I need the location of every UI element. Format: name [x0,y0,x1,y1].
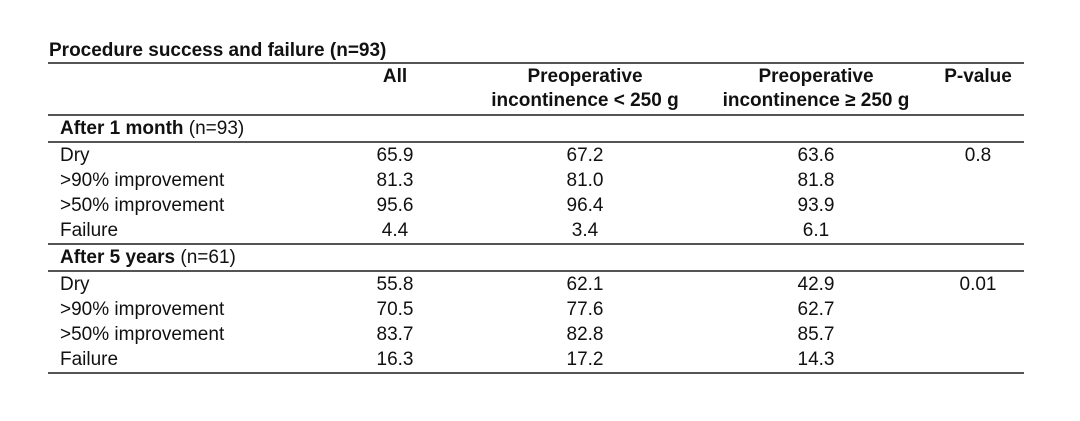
table-title: Procedure success and failure (n=93) [49,40,387,61]
cell-pvalue [932,297,1024,322]
cell-pvalue [932,322,1024,347]
header-preop-lt-250 [470,63,700,115]
cell-preop-lt-250: 77.6 [566,299,604,320]
table-row [48,322,1024,347]
cell-preop-ge-250: 14.3 [700,347,932,373]
header-preop-lt-line1: Preoperative [527,66,643,87]
cell-preop-lt-250: 17.2 [470,347,700,373]
cell-preop-ge-250: 93.9 [797,195,835,216]
section-title: After 5 years [60,247,176,268]
header-blank [48,63,320,115]
section-heading [48,244,1024,271]
header-preop-ge-line2: incontinence ≥ 250 g [722,90,910,111]
section-heading-row [48,244,1024,271]
cell-all: 55.8 [376,274,414,295]
cell-all: 16.3 [320,347,470,373]
cell-preop-ge-250: 6.1 [700,218,932,244]
section-sample-size: (n=93) [188,118,245,139]
row-label: >90% improvement [60,299,225,320]
cell-preop-ge-250: 62.7 [797,299,835,320]
header-all: All [320,63,470,115]
cell-preop-lt-250: 96.4 [566,195,604,216]
results-table [48,62,1024,374]
table-row [48,193,1024,218]
cell-preop-lt-250: 62.1 [566,274,604,295]
row-label: Failure [48,218,320,244]
section-heading-row [48,115,1024,142]
row-label: Dry [60,145,90,166]
cell-preop-lt-250: 3.4 [470,218,700,244]
section-sample-size: (n=61) [180,247,236,268]
cell-preop-ge-250: 85.7 [797,324,835,345]
table-row [48,168,1024,193]
table-row [48,271,1024,297]
table-row [48,347,1024,373]
table-row [48,297,1024,322]
header-row [48,63,1024,115]
row-label: Failure [48,347,320,373]
row-label: >50% improvement [60,324,225,345]
cell-pvalue [932,347,1024,373]
cell-preop-ge-250: 63.6 [797,145,835,166]
header-preop-ge-250 [700,63,932,115]
cell-all: 65.9 [376,145,414,166]
header-preop-lt-line2: incontinence < 250 g [491,90,679,111]
row-label: Dry [60,274,90,295]
section-heading [48,115,1024,142]
cell-preop-ge-250: 42.9 [797,274,835,295]
header-preop-ge-line1: Preoperative [758,66,874,87]
section-title: After 1 month [60,118,184,139]
table-row [48,218,1024,244]
cell-preop-lt-250: 67.2 [566,145,604,166]
cell-all: 81.3 [376,170,414,191]
cell-all: 4.4 [320,218,470,244]
cell-all: 83.7 [376,324,414,345]
header-pvalue: P-value [932,63,1024,115]
cell-pvalue [932,218,1024,244]
cell-pvalue [932,168,1024,193]
table-row [48,142,1024,168]
row-label: >90% improvement [60,170,225,191]
results-table-container [48,40,1024,374]
cell-all: 95.6 [376,195,414,216]
cell-pvalue [932,193,1024,218]
cell-preop-lt-250: 82.8 [566,324,604,345]
table-body [48,115,1024,373]
cell-pvalue: 0.8 [964,145,992,166]
cell-preop-lt-250: 81.0 [566,170,604,191]
cell-pvalue: 0.01 [959,274,997,295]
row-label: >50% improvement [60,195,225,216]
cell-all: 70.5 [376,299,414,320]
cell-preop-ge-250: 81.8 [797,170,835,191]
